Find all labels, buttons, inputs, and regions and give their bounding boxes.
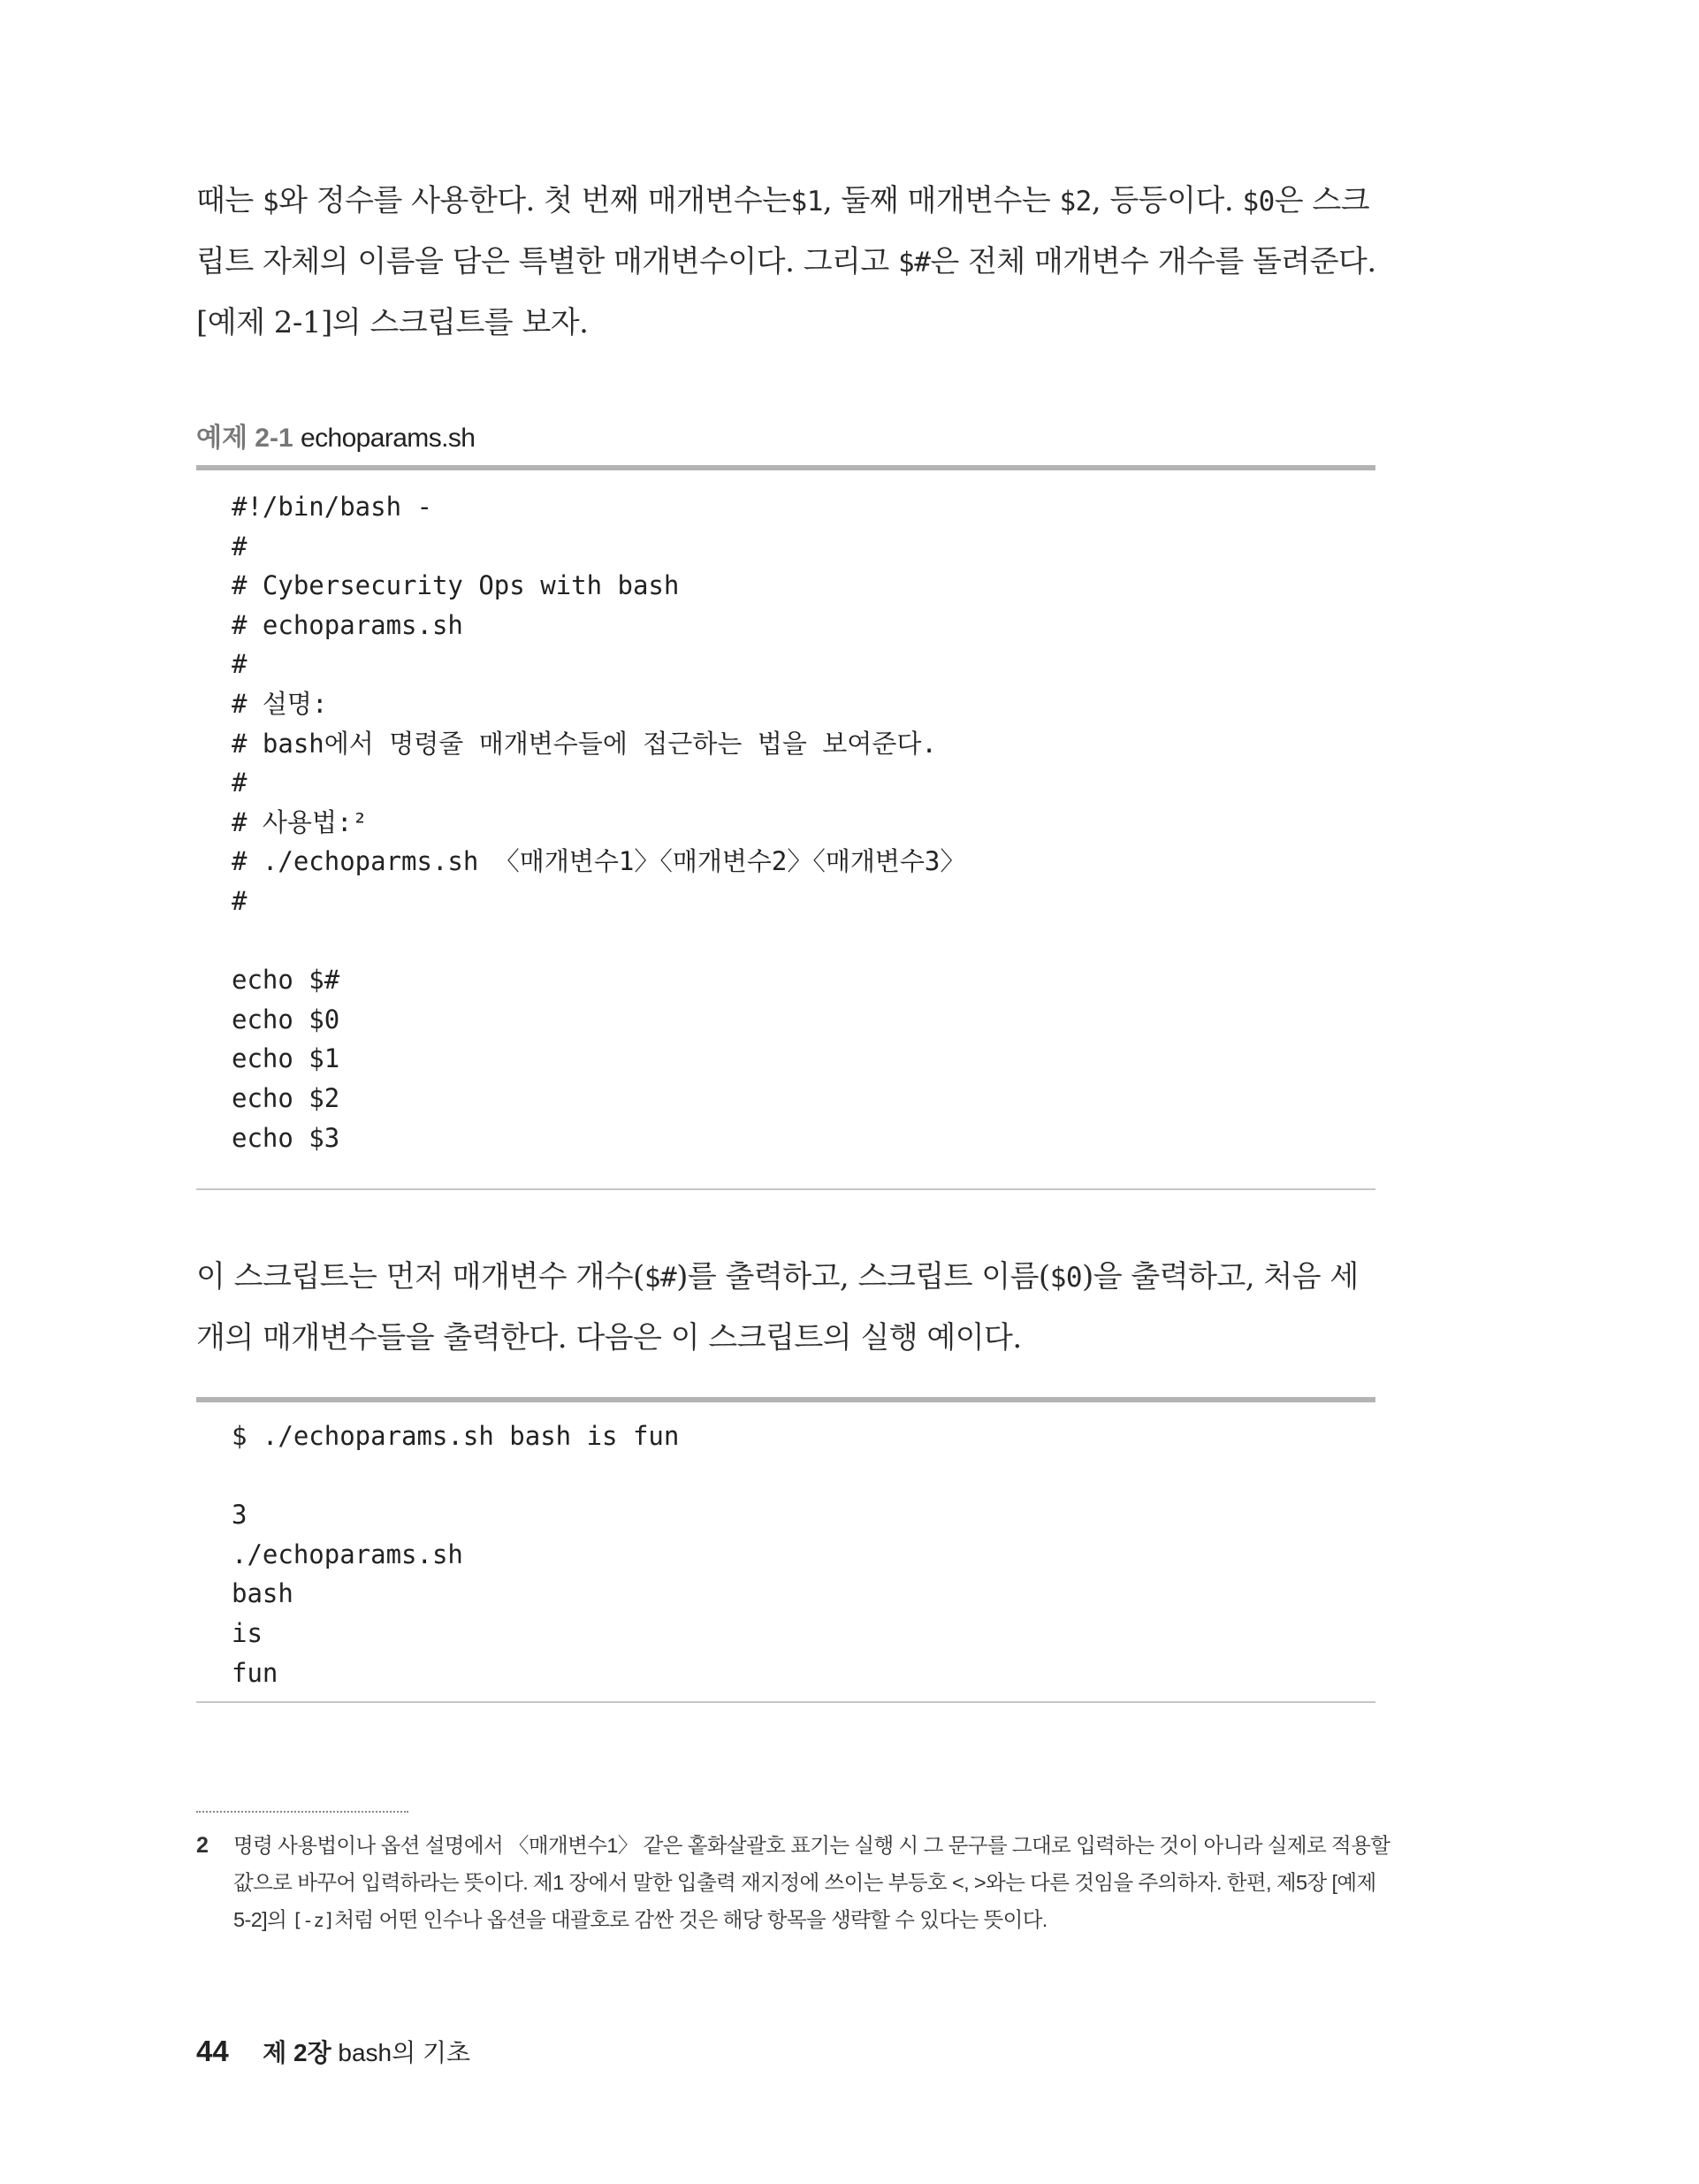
code-line: is xyxy=(232,1617,263,1648)
example-title xyxy=(196,416,475,454)
intro-paragraph xyxy=(196,171,1376,353)
chapter-label: 제 2장 xyxy=(263,2039,331,2066)
code-line: # ./echoparms.sh 〈매개변수1〉〈매개변수2〉〈매개변수3〉 xyxy=(232,846,966,877)
code-line xyxy=(232,921,965,961)
code-line: 3 xyxy=(232,1500,248,1531)
code-line: # xyxy=(232,885,248,916)
chapter-title: bash의 기초 xyxy=(331,2039,471,2066)
code-line: # Cybersecurity Ops with bash xyxy=(232,570,680,601)
code-block-bottom-rule xyxy=(196,1188,1375,1190)
example-label: 예제 2-1 xyxy=(196,424,293,453)
code-line xyxy=(232,1456,679,1496)
code-line: # xyxy=(232,767,248,798)
explanation-line-1: 이 스크립트는 먼저 매개변수 개수($#)를 출력하고, 스크립트 이름($0)을 출력하고, 처음 세 xyxy=(196,1259,1359,1294)
output-block-bottom-rule xyxy=(196,1701,1375,1703)
script-code-block xyxy=(232,487,965,1157)
footnote-separator xyxy=(196,1811,408,1813)
code-line: fun xyxy=(232,1657,278,1688)
code-line: echo $# xyxy=(232,965,340,996)
explanation-paragraph xyxy=(196,1247,1372,1368)
explanation-line-2: 개의 매개변수들을 출력한다. 다음은 이 스크립트의 실행 예이다. xyxy=(196,1320,1022,1355)
code-line: echo $1 xyxy=(232,1043,340,1074)
footnote-number: 2 xyxy=(196,1833,209,1858)
code-line: echo $2 xyxy=(232,1082,340,1113)
footnote-line-2: 값으로 바꾸어 입력하라는 뜻이다. 제1 장에서 말한 입출력 재지정에 쓰이는 부등호 <, >와는 다른 것임을 주의하자. 한편, 제5장 [예제 xyxy=(233,1871,1376,1894)
code-line: $ ./echoparams.sh bash is fun xyxy=(232,1421,680,1451)
code-line: # xyxy=(232,531,248,561)
code-line: # echoparams.sh xyxy=(232,609,463,640)
example-filename: echoparams.sh xyxy=(301,424,476,453)
code-line: echo $3 xyxy=(232,1122,340,1153)
code-line: # xyxy=(232,649,248,680)
code-line: bash xyxy=(232,1578,293,1609)
footnote-line-1: 명령 사용법이나 옵션 설명에서 〈매개변수1〉 같은 홑화살괄호 표기는 실행 시 그 문구를 그대로 입력하는 것이 아니라 실제로 적용할 xyxy=(233,1834,1390,1857)
footnote xyxy=(196,1827,1390,1939)
code-line: ./echoparams.sh xyxy=(232,1539,463,1569)
footnote-line-3: 5-2]의 [-z]처럼 어떤 인수나 옵션을 대괄호로 감싼 것은 해당 항목을 생략할 수 있다는 뜻이다. xyxy=(233,1908,1048,1931)
page-footer xyxy=(196,2034,470,2069)
code-line: echo $0 xyxy=(232,1004,340,1035)
page-number: 44 xyxy=(196,2035,229,2067)
output-block-top-rule xyxy=(196,1397,1375,1402)
output-code-block xyxy=(232,1417,679,1692)
code-line: # bash에서 명령줄 매개변수들에 접근하는 법을 보여준다. xyxy=(232,728,937,759)
intro-line-3: [예제 2-1]의 스크립트를 보자. xyxy=(196,305,589,340)
footnote-body xyxy=(233,1827,1390,1939)
intro-line-1: 때는 $와 정수를 사용한다. 첫 번째 매개변수는$1, 둘째 매개변수는 $2, 등등이다. $0은 스크 xyxy=(196,183,1370,218)
intro-line-2: 립트 자체의 이름을 담은 특별한 매개변수이다. 그리고 $#은 전체 매개변수 개수를 돌려준다. xyxy=(196,244,1376,279)
code-line: # 사용법:² xyxy=(232,806,368,837)
code-block-top-rule xyxy=(196,465,1375,470)
code-line: # 설명: xyxy=(232,688,328,719)
code-line: #!/bin/bash - xyxy=(232,492,432,522)
